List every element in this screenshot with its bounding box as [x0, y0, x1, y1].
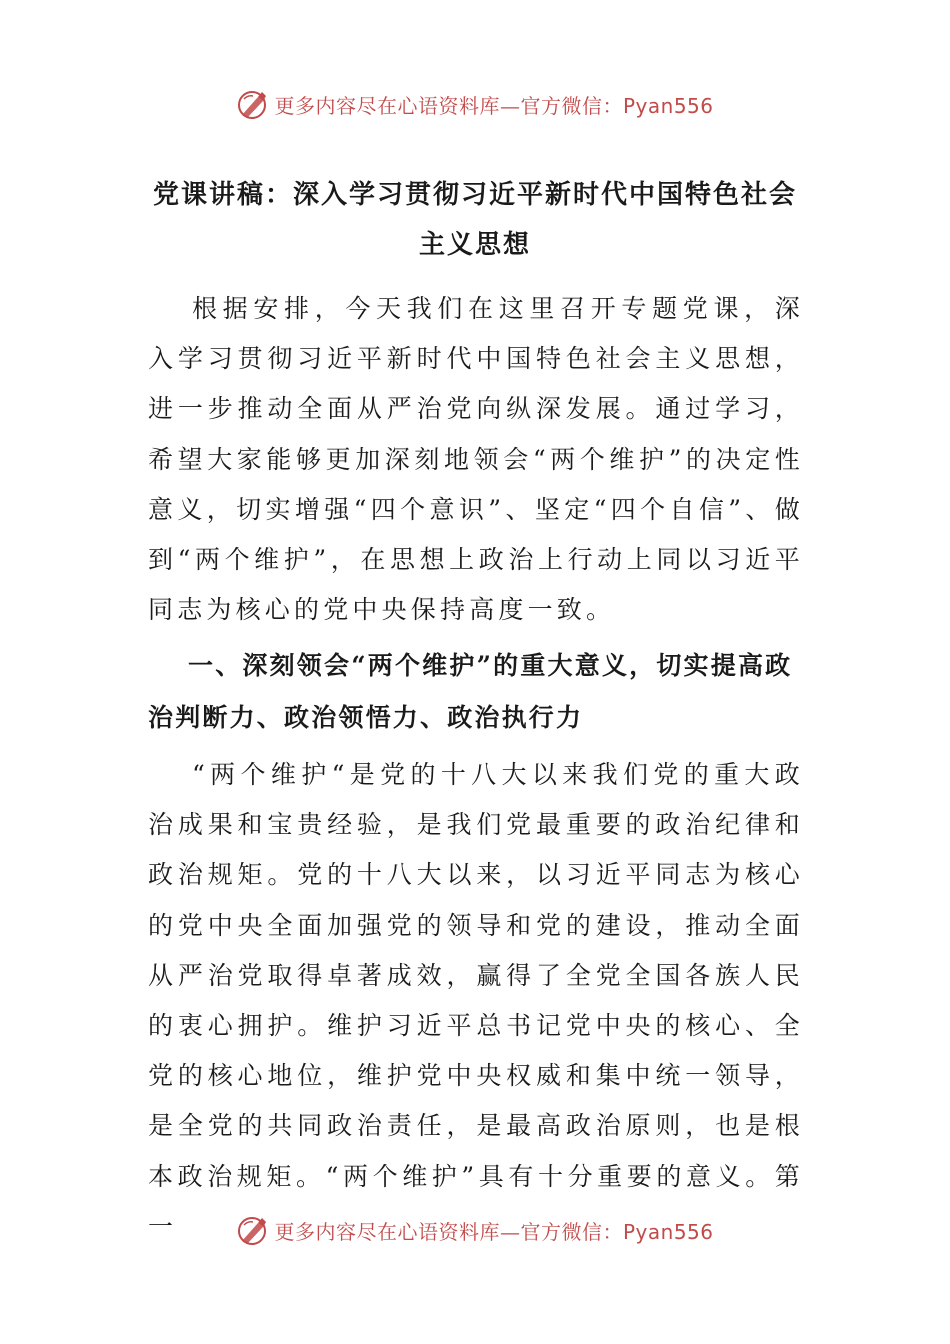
intro-paragraph: 根据安排，今天我们在这里召开专题党课，深入学习贯彻习近平新时代中国特色社会主义思想，进一步推动全面从严治党向纵深发展。通过学习，希望大家能够更加深刻地领会“两个维护”的决定性意义，切实增强“四个意识”、坚定“四个自信”、做到“两个维护”，在思想上政治上行动上同以习近平同志为核心的党中央保持高度一致。: [148, 294, 804, 625]
watermark-banner-bottom: [0, 1208, 950, 1252]
section-1-heading: 一、深刻领会“两个维护”的重大意义，切实提高政治判断力、政治领悟力、政治执行力: [148, 651, 793, 732]
wechat-id: Pyan556: [622, 1219, 714, 1244]
watermark-text: 更多内容尽在心语资料库—官方微信：Pyan556: [274, 93, 714, 118]
document-title: 党课讲稿：深入学习贯彻习近平新时代中国特色社会主义思想: [152, 180, 797, 260]
watermark-banner-top: [0, 82, 950, 126]
wechat-id: Pyan556: [622, 93, 714, 118]
pen-nib-logo-icon: [236, 87, 270, 121]
section-1-body: “两个维护“是党的十八大以来我们党的重大政治成果和宝贵经验，是我们党最重要的政治纪律和政治规矩。党的十八大以来，以习近平同志为核心的党中央全面加强党的领导和党的建设，推动全面从严治党取得卓著成效，赢得了全党全国各族人民的衷心拥护。维护习近平总书记党中央的核心、全党的核心地位，维护党中央权威和集中统一领导，是全党的共同政治责任，是最高政治原则，也是根本政治规矩。“两个维护”具有十分重要的意义。第一: [148, 760, 804, 1241]
watermark-text: 更多内容尽在心语资料库—官方微信：Pyan556: [274, 1219, 714, 1244]
pen-nib-logo-icon: [236, 1213, 270, 1247]
